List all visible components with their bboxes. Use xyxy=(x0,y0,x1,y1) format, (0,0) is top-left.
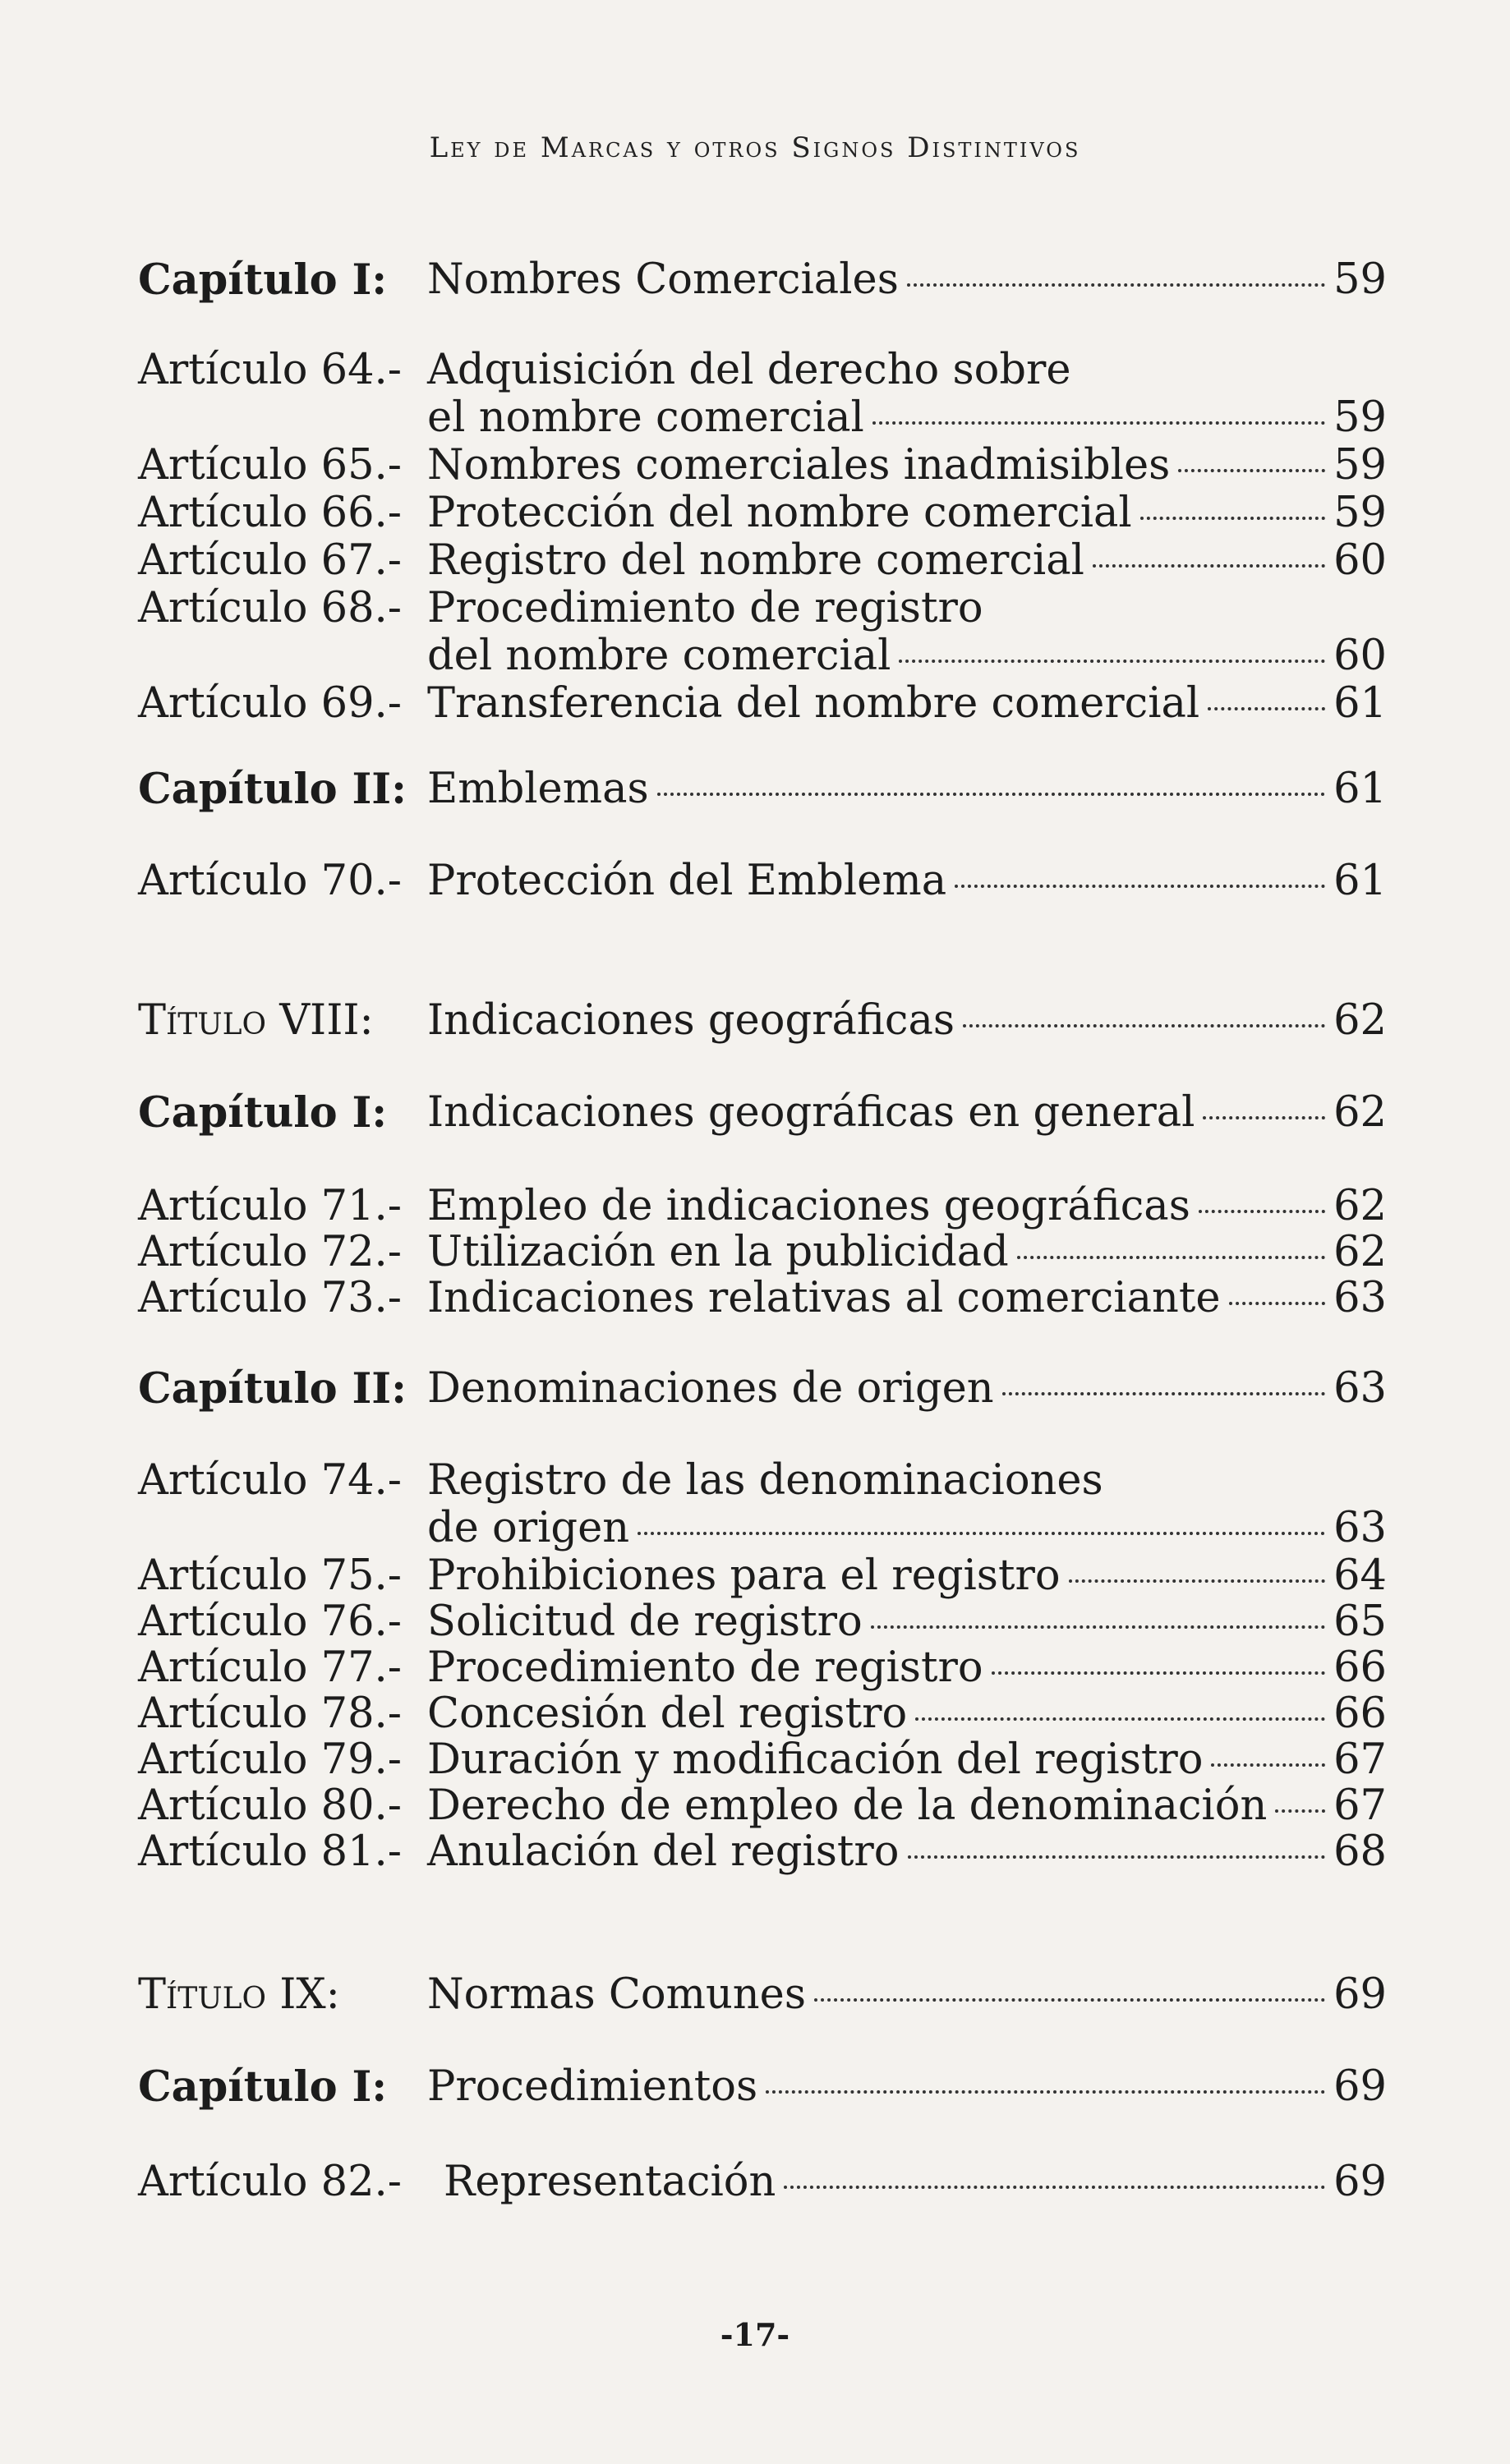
entry-page: 60 xyxy=(1333,632,1387,680)
dot-leader xyxy=(1203,1116,1325,1119)
entry-title: Nombres comerciales inadmisibles xyxy=(427,441,1171,490)
entry-page: 69 xyxy=(1333,2158,1387,2206)
entry-title: Protección del Emblema xyxy=(427,857,947,905)
dot-leader xyxy=(814,1998,1325,2002)
entry-page: 61 xyxy=(1333,857,1387,905)
entry-label: Artículo 74.- xyxy=(138,1456,402,1505)
entry-page: 65 xyxy=(1333,1597,1387,1646)
toc-entry-article xyxy=(138,1598,1387,1646)
entry-title: Nombres Comerciales xyxy=(427,255,899,304)
entry-page: 61 xyxy=(1333,765,1387,813)
entry-label: Artículo 81.- xyxy=(138,1827,402,1876)
entry-title: del nombre comercial xyxy=(427,632,891,680)
entry-label: Artículo 71.- xyxy=(138,1182,402,1230)
entry-label: Artículo 76.- xyxy=(138,1597,402,1646)
entry-label: Artículo 79.- xyxy=(138,1735,402,1784)
entry-title: Procedimientos xyxy=(427,2062,758,2111)
entry-label: Artículo 68.- xyxy=(138,584,402,632)
entry-page: 67 xyxy=(1333,1781,1387,1830)
entry-page: 59 xyxy=(1333,393,1387,442)
toc-entry-article xyxy=(138,1828,1387,1876)
entry-page: 66 xyxy=(1333,1643,1387,1692)
entry-label: Artículo 66.- xyxy=(138,489,402,537)
entry-label: Artículo 72.- xyxy=(138,1228,402,1276)
entry-label: Artículo 67.- xyxy=(138,536,402,585)
toc-entry-article xyxy=(138,347,1387,394)
entry-title: Transferencia del nombre comercial xyxy=(427,679,1200,728)
toc-entry-article xyxy=(138,680,1387,728)
entry-label: Capítulo II: xyxy=(138,1364,407,1414)
toc-entry-article xyxy=(138,1275,1387,1322)
toc-entry-article xyxy=(138,2158,1387,2206)
entry-title: Representación xyxy=(444,2158,776,2206)
entry-title: Derecho de empleo de la denominación xyxy=(427,1781,1268,1830)
entry-title: Anulación del registro xyxy=(427,1827,900,1876)
entry-label: Artículo 73.- xyxy=(138,1274,402,1322)
entry-page: 69 xyxy=(1333,2062,1387,2111)
entry-label: Título VIII: xyxy=(138,996,374,1045)
entry-page: 62 xyxy=(1333,996,1387,1045)
toc-entry-article xyxy=(138,1736,1387,1784)
toc-entry-title xyxy=(138,997,1387,1045)
entry-page: 62 xyxy=(1333,1182,1387,1230)
entry-page: 63 xyxy=(1333,1364,1387,1413)
toc-entry-article xyxy=(138,1644,1387,1692)
toc-entry-chapter xyxy=(138,1365,1387,1413)
entry-page: 68 xyxy=(1333,1827,1387,1876)
toc-entry-chapter xyxy=(138,765,1387,813)
entry-title: Solicitud de registro xyxy=(427,1597,863,1646)
toc-entry-article xyxy=(138,1457,1387,1505)
toc-entry-article xyxy=(138,490,1387,537)
toc-entry-article xyxy=(138,1690,1387,1738)
entry-page: 62 xyxy=(1333,1228,1387,1276)
dot-leader xyxy=(1140,517,1325,520)
toc-entry-title xyxy=(138,1971,1387,2019)
entry-page: 62 xyxy=(1333,1088,1387,1137)
entry-page: 59 xyxy=(1333,255,1387,304)
toc-entry-article xyxy=(138,857,1387,905)
dot-leader xyxy=(1017,1256,1325,1259)
dot-leader xyxy=(963,1024,1325,1027)
entry-title: Indicaciones geográficas en general xyxy=(427,1088,1195,1137)
entry-title: Indicaciones relativas al comerciante xyxy=(427,1274,1221,1322)
entry-title: el nombre comercial xyxy=(427,393,864,442)
entry-page: 60 xyxy=(1333,536,1387,585)
entry-label: Capítulo I: xyxy=(138,1088,388,1138)
entry-page: 64 xyxy=(1333,1551,1387,1600)
entry-label: Capítulo II: xyxy=(138,765,407,814)
entry-page: 63 xyxy=(1333,1504,1387,1552)
dot-leader xyxy=(899,660,1325,663)
dot-leader xyxy=(1208,707,1325,710)
entry-title: Utilización en la publicidad xyxy=(427,1228,1009,1276)
dot-leader xyxy=(871,1625,1325,1629)
toc-entry-article xyxy=(138,1183,1387,1230)
dot-leader xyxy=(1211,1763,1325,1767)
page-number: -17- xyxy=(720,2316,790,2353)
entry-title: Procedimiento de registro xyxy=(427,1643,983,1692)
dot-leader xyxy=(1199,1210,1325,1213)
entry-page: 61 xyxy=(1333,679,1387,728)
entry-page: 66 xyxy=(1333,1689,1387,1738)
toc-entry-chapter xyxy=(138,1089,1387,1137)
dot-leader xyxy=(1002,1392,1325,1395)
dot-leader xyxy=(907,283,1325,287)
dot-leader xyxy=(784,2186,1325,2189)
entry-title: Empleo de indicaciones geográficas xyxy=(427,1182,1190,1230)
dot-leader xyxy=(955,885,1325,888)
toc-entry-article xyxy=(138,1782,1387,1830)
entry-title: Protección del nombre comercial xyxy=(427,489,1132,537)
toc-entry-continuation xyxy=(138,632,1387,680)
entry-label: Capítulo I: xyxy=(138,255,388,305)
entry-title: Prohibiciones para el registro xyxy=(427,1551,1061,1600)
entry-title-line1: Adquisición del derecho sobre xyxy=(427,346,1071,394)
entry-title: Normas Comunes xyxy=(427,1970,806,2019)
entry-label: Artículo 64.- xyxy=(138,346,402,394)
entry-page: 63 xyxy=(1333,1274,1387,1322)
entry-title-line1: Registro de las denominaciones xyxy=(427,1456,1103,1505)
entry-title: Registro del nombre comercial xyxy=(427,536,1084,585)
entry-title: Indicaciones geográficas xyxy=(427,996,955,1045)
dot-leader xyxy=(908,1855,1326,1859)
toc-entry-article xyxy=(138,442,1387,490)
dot-leader xyxy=(766,2090,1325,2094)
toc-entry-chapter xyxy=(138,2063,1387,2111)
toc-entry-article xyxy=(138,585,1387,632)
entry-label: Artículo 82.- xyxy=(138,2158,402,2206)
entry-page: 59 xyxy=(1333,441,1387,490)
toc-entry-article xyxy=(138,1552,1387,1600)
dot-leader xyxy=(1093,564,1325,568)
toc-entry-continuation xyxy=(138,1505,1387,1552)
dot-leader xyxy=(1229,1302,1326,1305)
entry-label: Artículo 70.- xyxy=(138,857,402,905)
entry-label: Capítulo I: xyxy=(138,2062,388,2112)
entry-label: Artículo 69.- xyxy=(138,679,402,728)
entry-label: Artículo 78.- xyxy=(138,1689,402,1738)
toc-entry-continuation xyxy=(138,394,1387,442)
dot-leader xyxy=(1178,469,1325,472)
entry-label: Artículo 80.- xyxy=(138,1781,402,1830)
toc-entry-article xyxy=(138,537,1387,585)
entry-label: Artículo 75.- xyxy=(138,1551,402,1600)
entry-title-line1: Procedimiento de registro xyxy=(427,584,983,632)
entry-label: Artículo 77.- xyxy=(138,1643,402,1692)
entry-title: Denominaciones de origen xyxy=(427,1364,994,1413)
dot-leader xyxy=(638,1532,1325,1535)
entry-label: Título IX: xyxy=(138,1970,340,2019)
entry-page: 67 xyxy=(1333,1735,1387,1784)
dot-leader xyxy=(992,1671,1326,1675)
dot-leader xyxy=(657,793,1325,796)
entry-label: Artículo 65.- xyxy=(138,441,402,490)
dot-leader xyxy=(1275,1809,1325,1813)
entry-title: Emblemas xyxy=(427,765,649,813)
entry-page: 59 xyxy=(1333,489,1387,537)
entry-page: 69 xyxy=(1333,1970,1387,2019)
entry-title: Concesión del registro xyxy=(427,1689,908,1738)
toc-entry-article xyxy=(138,1229,1387,1276)
dot-leader xyxy=(872,421,1325,425)
toc-entry-chapter xyxy=(138,256,1387,304)
entry-title: Duración y modificación del registro xyxy=(427,1735,1204,1784)
dot-leader xyxy=(1069,1579,1326,1583)
running-head: Ley de Marcas y otros Signos Distintivos xyxy=(429,131,1081,164)
entry-title: de origen xyxy=(427,1504,630,1552)
dot-leader xyxy=(915,1717,1325,1721)
